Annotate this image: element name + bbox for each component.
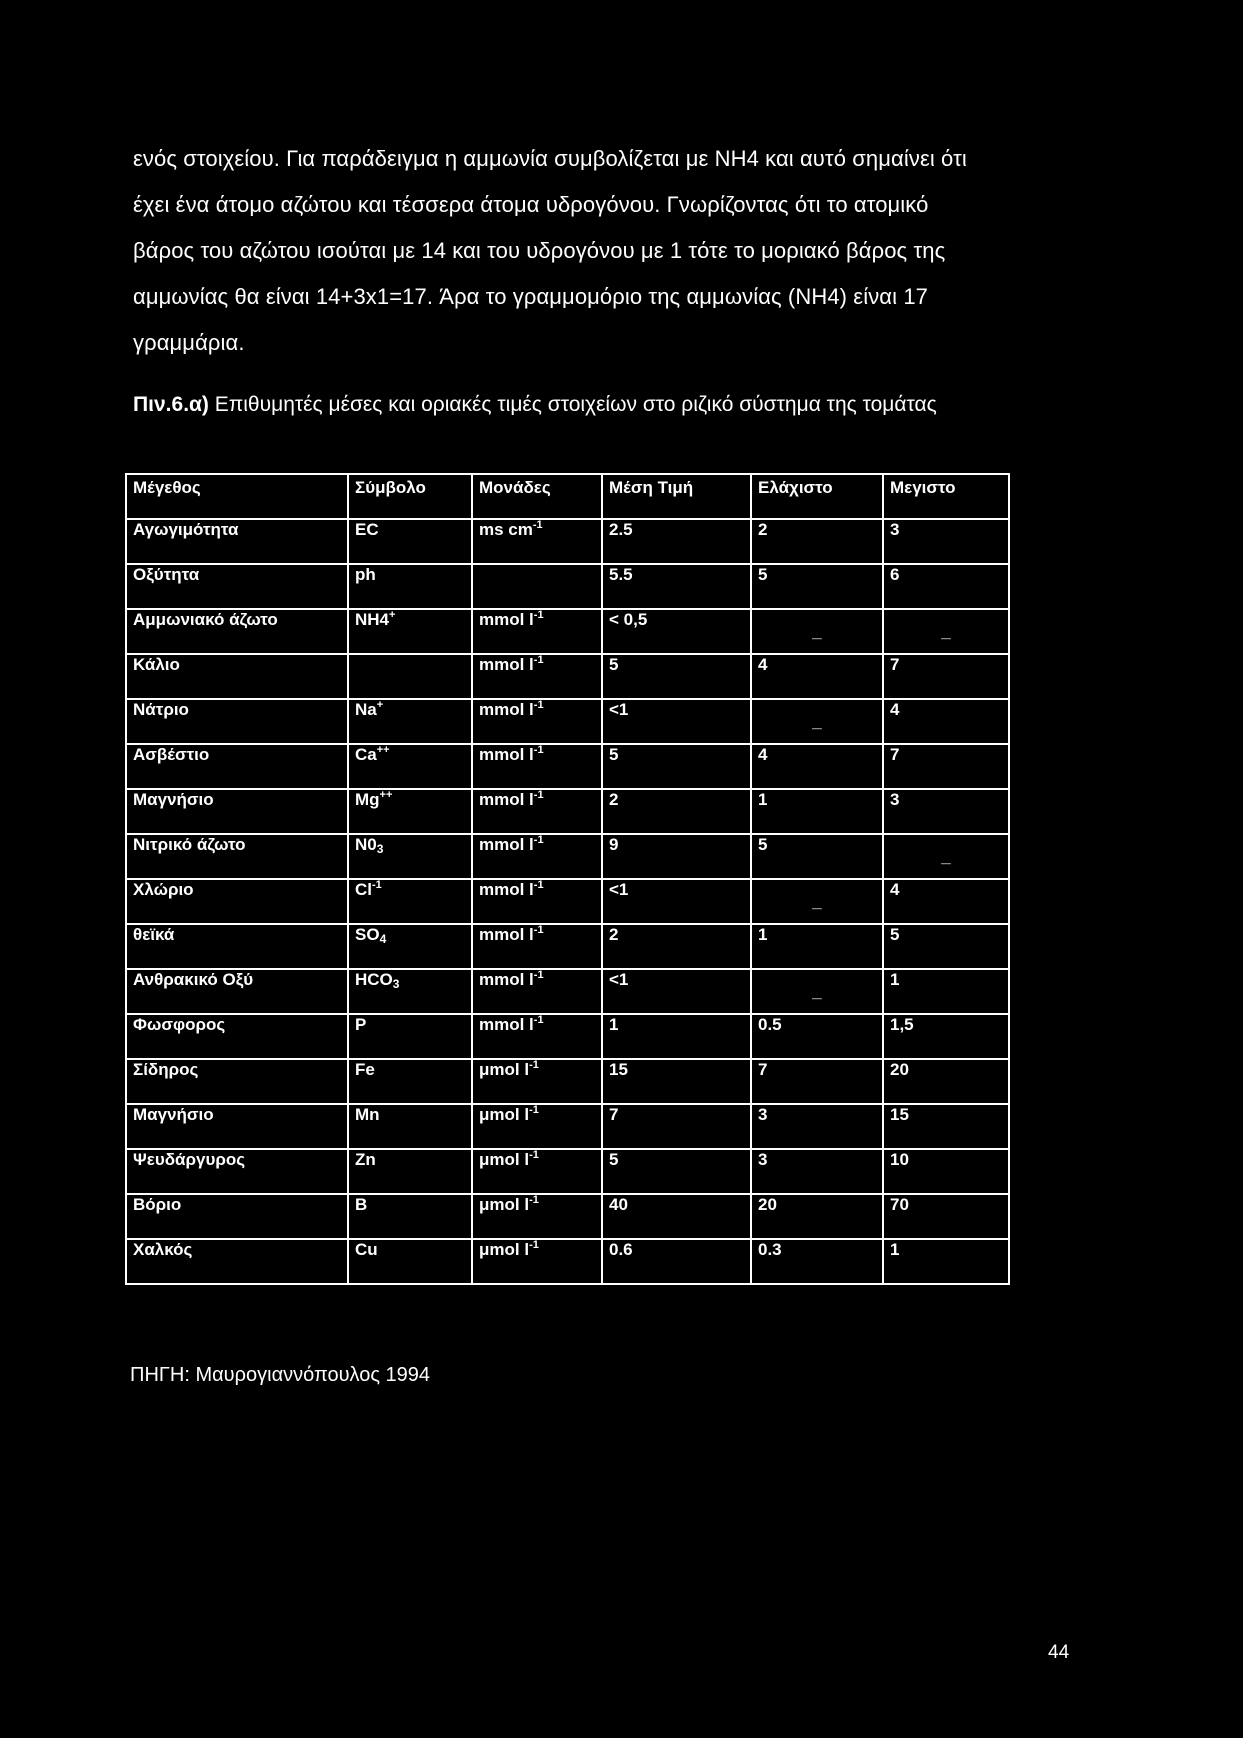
- min-cell-span: 1: [758, 925, 768, 944]
- unit-cell: [472, 879, 602, 924]
- mean-cell: [602, 699, 751, 744]
- symbol-cell: [348, 879, 472, 924]
- quantity-cell-span: Κάλιο: [133, 655, 180, 674]
- unit-cell: [472, 1149, 602, 1194]
- unit-cell-sup: -1: [533, 1014, 544, 1026]
- header-cell: Μέση Τιμή: [602, 474, 751, 519]
- unit-cell: [472, 1104, 602, 1149]
- min-cell: [751, 1149, 883, 1194]
- max-cell: [883, 1014, 1009, 1059]
- symbol-cell: [348, 519, 472, 564]
- mean-cell-span: 5: [609, 655, 619, 674]
- symbol-cell: [348, 1059, 472, 1104]
- min-cell-span: 1: [758, 790, 768, 809]
- quantity-cell-span: Αγωγιμότητα: [133, 520, 239, 539]
- table-row: [126, 744, 1009, 789]
- header-cell: Ελάχιστο: [751, 474, 883, 519]
- quantity-cell: [126, 1194, 348, 1239]
- mean-cell: [602, 1194, 751, 1239]
- nutrient-table: [125, 473, 1010, 1285]
- mean-cell-span: <1: [609, 700, 629, 719]
- unit-cell-span: mmol l: [479, 970, 534, 989]
- quantity-cell: [126, 1149, 348, 1194]
- max-cell-span: 15: [890, 1105, 909, 1124]
- mean-cell-span: 2.5: [609, 520, 633, 539]
- quantity-cell-span: θεϊκά: [133, 925, 175, 944]
- header-cell: Μέγεθος: [126, 474, 348, 519]
- symbol-cell-span: P: [355, 1015, 367, 1034]
- max-cell-span: 70: [890, 1195, 909, 1214]
- paragraph-line: βάρος του αζώτου ισούται με 14 και του υδρογόνου με 1 τότε το μοριακό βάρος της: [133, 238, 946, 263]
- unit-cell: [472, 924, 602, 969]
- page-number: 44: [1048, 1642, 1070, 1663]
- mean-cell-span: 2: [609, 925, 619, 944]
- min-cell-span: 7: [758, 1060, 768, 1079]
- min-cell: [751, 1059, 883, 1104]
- symbol-cell-span: Fe: [355, 1060, 375, 1079]
- mean-cell: [602, 519, 751, 564]
- quantity-cell: [126, 969, 348, 1014]
- min-cell: [751, 564, 883, 609]
- quantity-cell-span: Νιτρικό άζωτο: [133, 835, 246, 854]
- quantity-cell-span: Μαγνήσιο: [133, 790, 214, 809]
- unit-cell-span: mmol l: [479, 610, 534, 629]
- table-row: [126, 834, 1009, 879]
- symbol-cell: [348, 744, 472, 789]
- max-cell-span: 5: [890, 925, 900, 944]
- symbol-cell: [348, 564, 472, 609]
- min-cell-span: 5: [758, 565, 768, 584]
- mean-cell: [602, 609, 751, 654]
- quantity-cell-span: Χαλκός: [133, 1240, 193, 1259]
- unit-cell-span: ms cm: [479, 520, 533, 539]
- symbol-cell-span: Mn: [355, 1105, 380, 1124]
- paragraph-line: γραμμάρια.: [133, 330, 245, 355]
- unit-cell-sup: -1: [529, 1059, 539, 1071]
- max-cell-span: 7: [890, 745, 900, 764]
- source-note: ΠΗΓΗ: Μαυρογιαννόπουλος 1994: [130, 1364, 431, 1386]
- min-cell-span: 4: [758, 655, 768, 674]
- paragraph-line: αμμωνίας θα είναι 14+3x1=17. Άρα το γραμμομόριο της αμμωνίας (ΝΗ4) είναι 17: [133, 284, 928, 309]
- quantity-cell: [126, 789, 348, 834]
- table-caption-label: Πιν.6.α): [133, 393, 209, 416]
- mean-cell: [602, 969, 751, 1014]
- symbol-cell-sup: ++: [376, 744, 390, 756]
- symbol-cell-sup: +: [389, 609, 396, 621]
- unit-cell-sup: -1: [533, 879, 544, 891]
- unit-cell: [472, 789, 602, 834]
- unit-cell: [472, 1014, 602, 1059]
- max-cell: [883, 564, 1009, 609]
- mean-cell-span: <1: [609, 880, 629, 899]
- quantity-cell: [126, 1239, 348, 1284]
- table-caption-text: Επιθυμητές μέσες και οριακές τιμές στοιχείων στο ριζικό σύστημα της τομάτας: [208, 393, 937, 416]
- min-cell: [751, 969, 883, 1014]
- symbol-cell: [348, 654, 472, 699]
- table-row: [126, 789, 1009, 834]
- mean-cell-span: 15: [609, 1060, 628, 1079]
- min-cell: [751, 744, 883, 789]
- header-cell: Σύμβολο: [348, 474, 472, 519]
- table-row: [126, 1014, 1009, 1059]
- unit-cell: [472, 1239, 602, 1284]
- symbol-cell-span: Cl: [355, 880, 372, 899]
- table-row: [126, 564, 1009, 609]
- max-cell-span: 6: [890, 565, 900, 584]
- quantity-cell-span: Χλώριο: [133, 880, 194, 899]
- max-cell-span: 10: [890, 1150, 909, 1169]
- max-cell-span: 4: [890, 700, 900, 719]
- quantity-cell: [126, 609, 348, 654]
- symbol-cell-sup: ++: [379, 789, 393, 801]
- symbol-cell-sub: 3: [376, 842, 384, 856]
- symbol-cell-sub: 3: [392, 977, 400, 991]
- min-cell: [751, 609, 883, 654]
- unit-cell: [472, 609, 602, 654]
- min-cell: [751, 519, 883, 564]
- unit-cell: [472, 744, 602, 789]
- mean-cell: [602, 1059, 751, 1104]
- unit-cell: [472, 699, 602, 744]
- header-cell: Μονάδες: [472, 474, 602, 519]
- max-cell: [883, 1149, 1009, 1194]
- max-cell-span: 1: [890, 970, 900, 989]
- mean-cell: [602, 654, 751, 699]
- min-cell: [751, 789, 883, 834]
- mean-cell-span: 40: [609, 1195, 628, 1214]
- quantity-cell-span: Ασβέστιο: [133, 745, 210, 764]
- max-cell: [883, 1059, 1009, 1104]
- quantity-cell-span: Οξύτητα: [133, 565, 200, 584]
- symbol-cell-span: ph: [355, 565, 376, 584]
- table-row: [126, 699, 1009, 744]
- unit-cell-span: μmol l: [479, 1150, 530, 1169]
- table-row: [126, 1059, 1009, 1104]
- max-cell: [883, 924, 1009, 969]
- paragraph-line: ενός στοιχείου. Για παράδειγμα η αμμωνία συμβολίζεται με ΝΗ4 και αυτό σημαίνει ότι: [133, 146, 967, 171]
- unit-cell-span: μmol l: [479, 1105, 530, 1124]
- unit-cell: [472, 654, 602, 699]
- symbol-cell-span: Mg: [355, 790, 380, 809]
- symbol-cell: [348, 1194, 472, 1239]
- symbol-cell-span: NH4: [355, 610, 390, 629]
- unit-cell-sup: -1: [529, 1104, 539, 1116]
- quantity-cell: [126, 699, 348, 744]
- symbol-cell: [348, 1239, 472, 1284]
- unit-cell-sup: -1: [533, 969, 544, 981]
- unit-cell-span: mmol l: [479, 700, 534, 719]
- quantity-cell-span: Βόριο: [133, 1195, 182, 1214]
- quantity-cell-span: Ανθρακικό Οξύ: [133, 970, 254, 989]
- paragraph-line: έχει ένα άτομο αζώτου και τέσσερα άτομα υδρογόνου. Γνωρίζοντας ότι το ατομικό: [133, 192, 929, 217]
- min-cell-span: 0.5: [758, 1015, 782, 1034]
- mean-cell: [602, 879, 751, 924]
- table-row: [126, 609, 1009, 654]
- min-cell-span: 3: [758, 1105, 768, 1124]
- unit-cell-span: μmol l: [479, 1195, 530, 1214]
- unit-cell-span: mmol l: [479, 790, 534, 809]
- unit-cell-sup: -1: [529, 1149, 539, 1161]
- table-row: [126, 1239, 1009, 1284]
- quantity-cell: [126, 1104, 348, 1149]
- max-cell: [883, 1194, 1009, 1239]
- mean-cell: [602, 789, 751, 834]
- unit-cell: [472, 519, 602, 564]
- unit-cell-span: μmol l: [479, 1060, 530, 1079]
- unit-cell: [472, 834, 602, 879]
- min-cell-span: _: [812, 711, 822, 731]
- quantity-cell-span: Φωσφορος: [133, 1015, 226, 1034]
- quantity-cell: [126, 1059, 348, 1104]
- quantity-cell: [126, 654, 348, 699]
- quantity-cell: [126, 1014, 348, 1059]
- nutrient-table-body: [126, 474, 1009, 1284]
- max-cell-span: 3: [890, 520, 900, 539]
- unit-cell: [472, 1059, 602, 1104]
- mean-cell: [602, 744, 751, 789]
- table-row: [126, 1194, 1009, 1239]
- symbol-cell-sub: 4: [379, 932, 387, 946]
- unit-cell-span: mmol l: [479, 655, 534, 674]
- table-row: [126, 654, 1009, 699]
- min-cell: [751, 1239, 883, 1284]
- max-cell-span: 7: [890, 655, 900, 674]
- unit-cell-sup: -1: [533, 789, 544, 801]
- mean-cell-span: 1: [609, 1015, 619, 1034]
- max-cell-span: 1: [890, 1240, 900, 1259]
- min-cell-span: _: [812, 891, 822, 911]
- unit-cell: [472, 564, 602, 609]
- max-cell: [883, 834, 1009, 879]
- quantity-cell: [126, 834, 348, 879]
- quantity-cell: [126, 564, 348, 609]
- mean-cell-span: 5: [609, 745, 619, 764]
- quantity-cell: [126, 879, 348, 924]
- symbol-cell-span: B: [355, 1195, 368, 1214]
- symbol-cell-span: Cu: [355, 1240, 378, 1259]
- mean-cell: [602, 834, 751, 879]
- mean-cell-span: 5: [609, 1150, 619, 1169]
- unit-cell-sup: -1: [533, 609, 544, 621]
- min-cell: [751, 834, 883, 879]
- table-row: [126, 924, 1009, 969]
- quantity-cell-span: Μαγνήσιο: [133, 1105, 214, 1124]
- table-row: [126, 519, 1009, 564]
- max-cell: [883, 969, 1009, 1014]
- min-cell-span: 3: [758, 1150, 768, 1169]
- symbol-cell-sup: -1: [372, 879, 382, 891]
- max-cell-span: _: [941, 846, 951, 866]
- unit-cell-sup: -1: [533, 654, 544, 666]
- symbol-cell-span: HCO: [355, 970, 393, 989]
- unit-cell-sup: -1: [529, 1239, 539, 1251]
- body-paragraph: [133, 136, 1123, 366]
- max-cell: [883, 789, 1009, 834]
- symbol-cell: [348, 969, 472, 1014]
- mean-cell-span: 0.6: [609, 1240, 633, 1259]
- min-cell-span: 5: [758, 835, 768, 854]
- max-cell-span: 3: [890, 790, 900, 809]
- header-cell: Μεγιστο: [883, 474, 1009, 519]
- min-cell: [751, 1194, 883, 1239]
- symbol-cell-sup: +: [376, 699, 384, 711]
- min-cell: [751, 924, 883, 969]
- mean-cell-span: < 0,5: [609, 610, 648, 629]
- mean-cell: [602, 1149, 751, 1194]
- quantity-cell: [126, 519, 348, 564]
- max-cell-span: 20: [890, 1060, 909, 1079]
- max-cell: [883, 879, 1009, 924]
- symbol-cell: [348, 789, 472, 834]
- max-cell: [883, 699, 1009, 744]
- mean-cell: [602, 1104, 751, 1149]
- unit-cell: [472, 1194, 602, 1239]
- table-row: [126, 879, 1009, 924]
- symbol-cell: [348, 834, 472, 879]
- unit-cell: [472, 969, 602, 1014]
- unit-cell-sup: -1: [533, 744, 544, 756]
- mean-cell-span: 5.5: [609, 565, 633, 584]
- symbol-cell-span: SO: [355, 925, 380, 944]
- symbol-cell: [348, 699, 472, 744]
- mean-cell: [602, 564, 751, 609]
- mean-cell: [602, 924, 751, 969]
- symbol-cell-span: Ca: [355, 745, 377, 764]
- table-row: [126, 969, 1009, 1014]
- quantity-cell: [126, 744, 348, 789]
- mean-cell-span: <1: [609, 970, 629, 989]
- quantity-cell: [126, 924, 348, 969]
- symbol-cell: [348, 924, 472, 969]
- unit-cell-sup: -1: [533, 699, 544, 711]
- table-header-row: [126, 474, 1009, 519]
- min-cell-span: _: [812, 981, 822, 1001]
- mean-cell-span: 2: [609, 790, 619, 809]
- unit-cell-span: mmol l: [479, 925, 534, 944]
- min-cell-span: _: [812, 621, 822, 641]
- symbol-cell-span: EC: [355, 520, 379, 539]
- mean-cell: [602, 1014, 751, 1059]
- unit-cell-sup: -1: [533, 924, 544, 936]
- min-cell-span: 2: [758, 520, 768, 539]
- max-cell-span: _: [941, 621, 951, 641]
- unit-cell-span: mmol l: [479, 745, 534, 764]
- symbol-cell: [348, 609, 472, 654]
- unit-cell-span: mmol l: [479, 1015, 534, 1034]
- unit-cell-span: mmol l: [479, 835, 534, 854]
- min-cell: [751, 699, 883, 744]
- max-cell: [883, 609, 1009, 654]
- min-cell-span: 4: [758, 745, 768, 764]
- quantity-cell-span: Ψευδάργυρος: [133, 1150, 246, 1169]
- symbol-cell-span: Na: [355, 700, 377, 719]
- quantity-cell-span: Αμμωνιακό άζωτο: [133, 610, 278, 629]
- min-cell: [751, 1104, 883, 1149]
- table-row: [126, 1149, 1009, 1194]
- symbol-cell: [348, 1014, 472, 1059]
- symbol-cell: [348, 1149, 472, 1194]
- max-cell-span: 1,5: [890, 1015, 914, 1034]
- min-cell: [751, 1014, 883, 1059]
- symbol-cell: [348, 1104, 472, 1149]
- unit-cell-span: mmol l: [479, 880, 534, 899]
- symbol-cell-span: Zn: [355, 1150, 376, 1169]
- max-cell: [883, 519, 1009, 564]
- max-cell: [883, 744, 1009, 789]
- min-cell: [751, 654, 883, 699]
- mean-cell-span: 9: [609, 835, 619, 854]
- max-cell: [883, 1104, 1009, 1149]
- max-cell: [883, 654, 1009, 699]
- quantity-cell-span: Νάτριο: [133, 700, 189, 719]
- quantity-cell-span: Σίδηρος: [133, 1060, 199, 1079]
- max-cell-span: 4: [890, 880, 900, 899]
- min-cell-span: 20: [758, 1195, 777, 1214]
- unit-cell-span: μmol l: [479, 1240, 530, 1259]
- table-row: [126, 1104, 1009, 1149]
- unit-cell-sup: -1: [532, 519, 543, 531]
- unit-cell-sup: -1: [529, 1194, 539, 1206]
- table-caption: [133, 393, 937, 417]
- min-cell-span: 0.3: [758, 1240, 782, 1259]
- mean-cell-span: 7: [609, 1105, 619, 1124]
- unit-cell-sup: -1: [533, 834, 544, 846]
- max-cell: [883, 1239, 1009, 1284]
- min-cell: [751, 879, 883, 924]
- symbol-cell-span: N0: [355, 835, 377, 854]
- mean-cell: [602, 1239, 751, 1284]
